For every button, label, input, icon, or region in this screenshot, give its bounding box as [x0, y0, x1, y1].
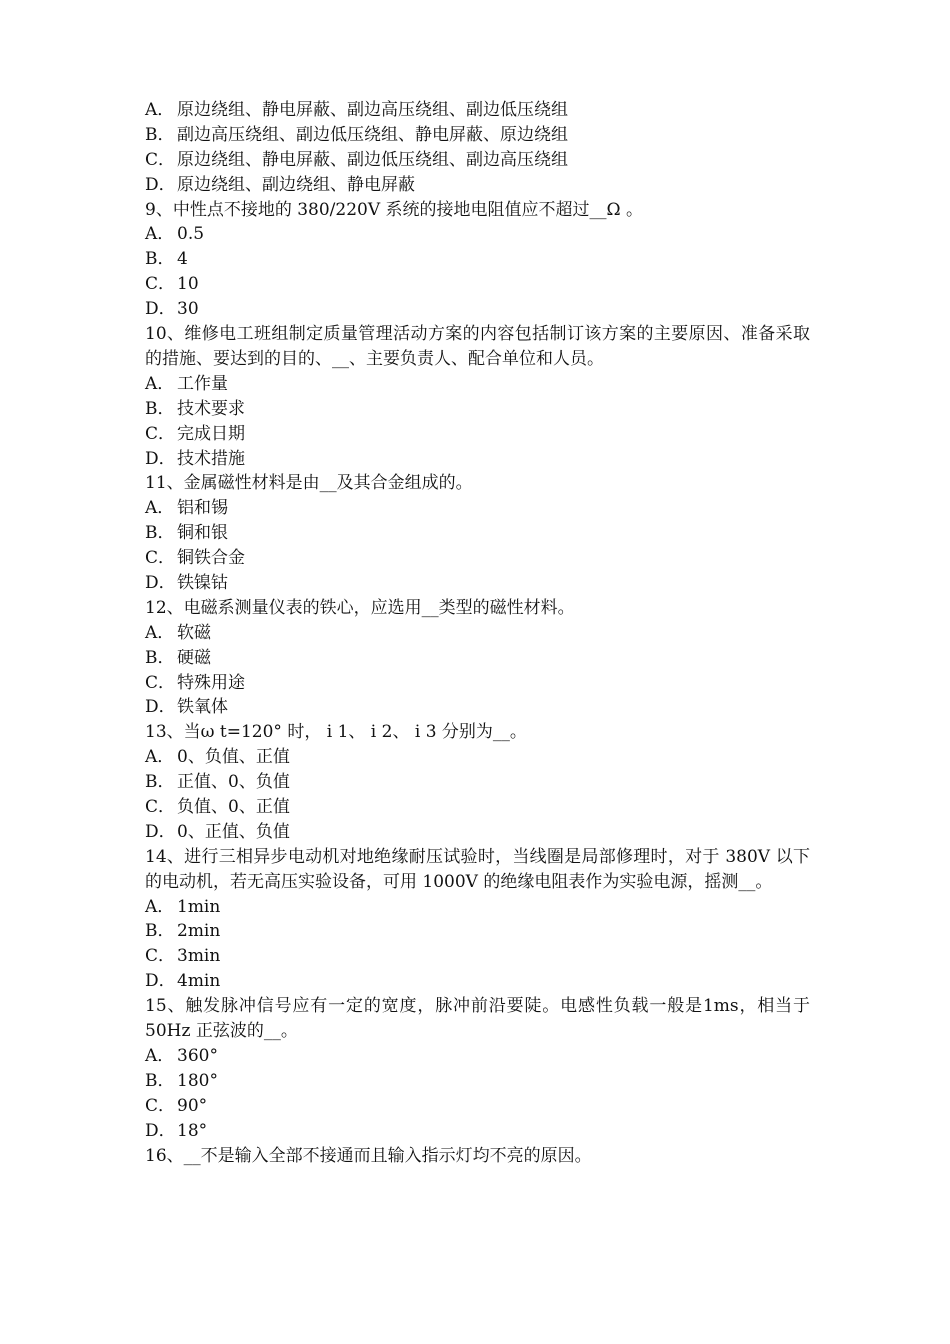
- question-stem: 15、触发脉冲信号应有一定的宽度，脉冲前沿要陡。电感性负载一般是1ms，相当于 50Hz 正弦波的__。: [145, 996, 810, 1042]
- question-stem: 12、电磁系测量仪表的铁心，应选用__类型的磁性材料。: [145, 597, 575, 618]
- option-a: A． 原边绕组、静电屏蔽、副边高压绕组、副边低压绕组: [145, 100, 568, 120]
- option-d: D． 18°: [145, 1120, 208, 1141]
- option-b: B． 硬磁: [145, 647, 211, 668]
- option-c: C． 负值、0、正值: [145, 796, 290, 817]
- question-stem: 16、__不是输入全部不接通而且输入指示灯均不亮的原因。: [145, 1145, 592, 1166]
- option-a: A． 360°: [145, 1045, 218, 1066]
- option-b: B． 2min: [145, 921, 221, 942]
- option-a: A． 1min: [145, 896, 221, 917]
- option-c: C． 90°: [145, 1095, 208, 1116]
- option-a: A． 软磁: [145, 622, 211, 643]
- option-d: D． 铁氧体: [145, 697, 228, 718]
- option-b: B． 4: [145, 249, 188, 270]
- question-stem: 10、维修电工班组制定质量管理活动方案的内容包括制订该方案的主要原因、准备采取的措施、要达到的目的、__、主要负责人、配合单位和人员。: [145, 324, 810, 369]
- question-list: [145, 98, 810, 1168]
- option-a: A． 0、负值、正值: [145, 747, 290, 768]
- option-c: C． 10: [145, 274, 199, 295]
- option-c: C． 原边绕组、静电屏蔽、副边低压绕组、副边高压绕组: [145, 149, 568, 170]
- option-a: A． 铝和锡: [145, 498, 228, 519]
- option-c: C． 完成日期: [145, 423, 245, 444]
- option-d: D． 铁镍钴: [145, 572, 228, 593]
- option-b: B． 副边高压绕组、副边低压绕组、静电屏蔽、原边绕组: [145, 124, 568, 145]
- option-d: D． 技术措施: [145, 448, 245, 469]
- question-stem: 11、金属磁性材料是由__及其合金组成的。: [145, 473, 473, 494]
- option-c: C． 铜铁合金: [145, 548, 245, 569]
- question-stem: 13、当ω t=120° 时， i 1、 i 2、 i 3 分别为__。: [145, 722, 527, 743]
- option-b: B． 180°: [145, 1070, 218, 1091]
- option-c: C． 3min: [145, 946, 221, 967]
- option-d: D． 4min: [145, 971, 221, 992]
- question-stem: 9、中性点不接地的 380/220V 系统的接地电阻值应不超过__Ω 。: [145, 199, 644, 220]
- question-stem: 14、进行三相异步电动机对地绝缘耐压试验时，当线圈是局部修理时，对于 380V 以下的电动机，若无高压实验设备，可用 1000V 的绝缘电阻表作为实验电源，摇测__。: [145, 846, 810, 892]
- option-c: C． 特殊用途: [145, 672, 245, 693]
- option-b: B． 技术要求: [145, 398, 245, 419]
- option-b: B． 正值、0、负值: [145, 772, 290, 793]
- option-d: D． 原边绕组、副边绕组、静电屏蔽: [145, 174, 415, 195]
- option-a: A． 工作量: [145, 373, 228, 394]
- option-d: D． 30: [145, 299, 199, 320]
- option-a: A． 0.5: [145, 224, 205, 245]
- option-d: D． 0、正值、负值: [145, 821, 290, 842]
- option-b: B． 铜和银: [145, 523, 228, 544]
